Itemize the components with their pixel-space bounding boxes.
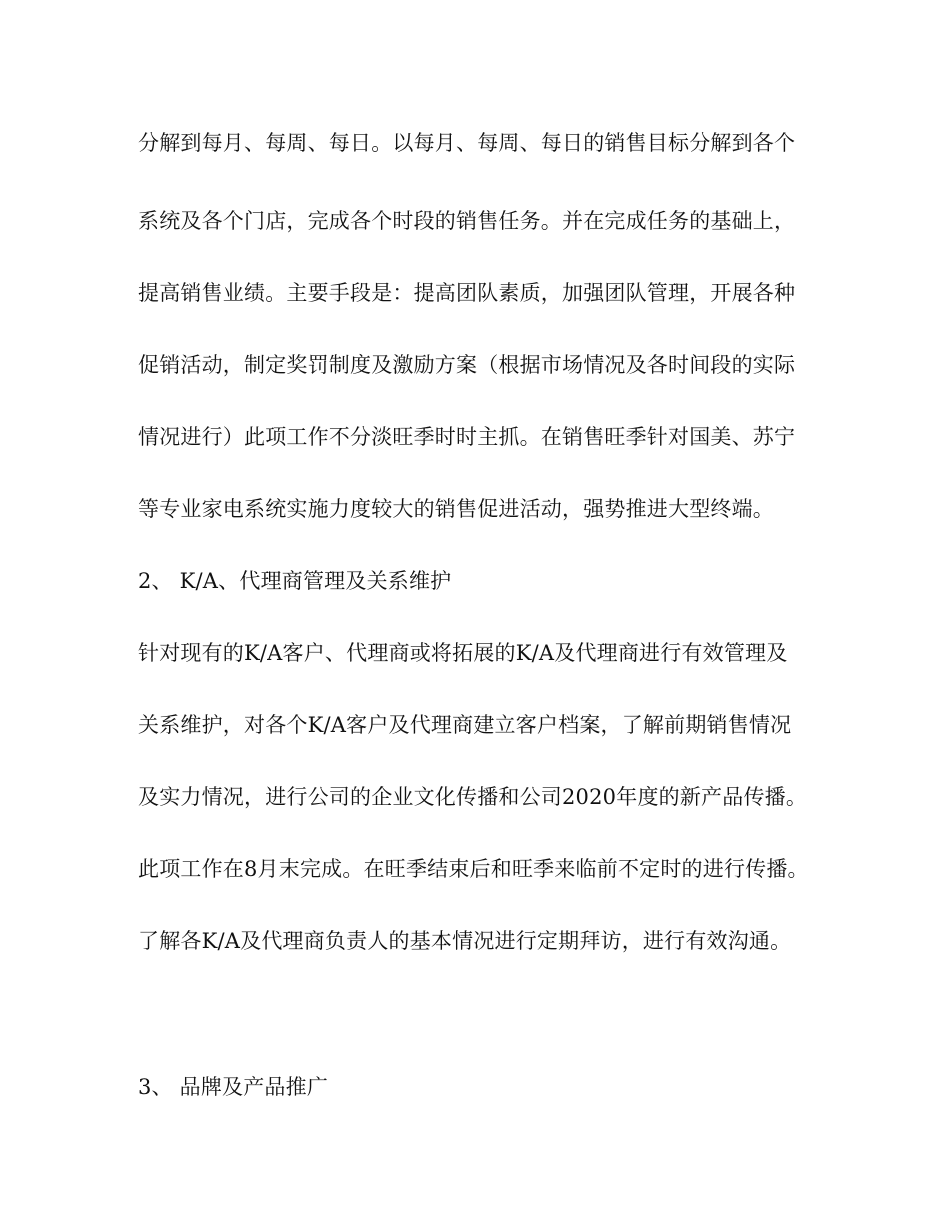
section-heading-2: 2、 K/A、代理商管理及关系维护 [138, 569, 452, 593]
paragraph-line-7: 针对现有的K/A客户、代理商或将拓展的K/A及代理商进行有效管理及 [138, 641, 788, 665]
section-heading-3: 3、 品牌及产品推广 [138, 1075, 329, 1099]
paragraph-line-9: 及实力情况，进行公司的企业文化传播和公司2020年度的新产品传播。 [138, 785, 808, 809]
paragraph-line-8: 关系维护，对各个K/A客户及代理商建立客户档案，了解前期销售情况 [138, 713, 792, 737]
paragraph-line-5: 情况进行）此项工作不分淡旺季时时主抓。在销售旺季针对国美、苏宁 [138, 425, 796, 449]
paragraph-line-11: 了解各K/A及代理商负责人的基本情况进行定期拜访，进行有效沟通。 [138, 929, 792, 953]
paragraph-line-10: 此项工作在8月末完成。在旺季结束后和旺季来临前不定时的进行传播。 [138, 857, 809, 881]
paragraph-line-1: 分解到每月、每周、每日。以每月、每周、每日的销售目标分解到各个 [138, 131, 796, 155]
paragraph-line-3: 提高销售业绩。主要手段是：提高团队素质，加强团队管理，开展各种 [138, 281, 796, 305]
paragraph-line-2: 系统及各个门店，完成各个时段的销售任务。并在完成任务的基础上， [138, 209, 796, 233]
paragraph-line-6: 等专业家电系统实施力度较大的销售促进活动，强势推进大型终端。 [138, 497, 774, 521]
paragraph-line-4: 促销活动，制定奖罚制度及激励方案（根据市场情况及各时间段的实际 [138, 353, 796, 377]
